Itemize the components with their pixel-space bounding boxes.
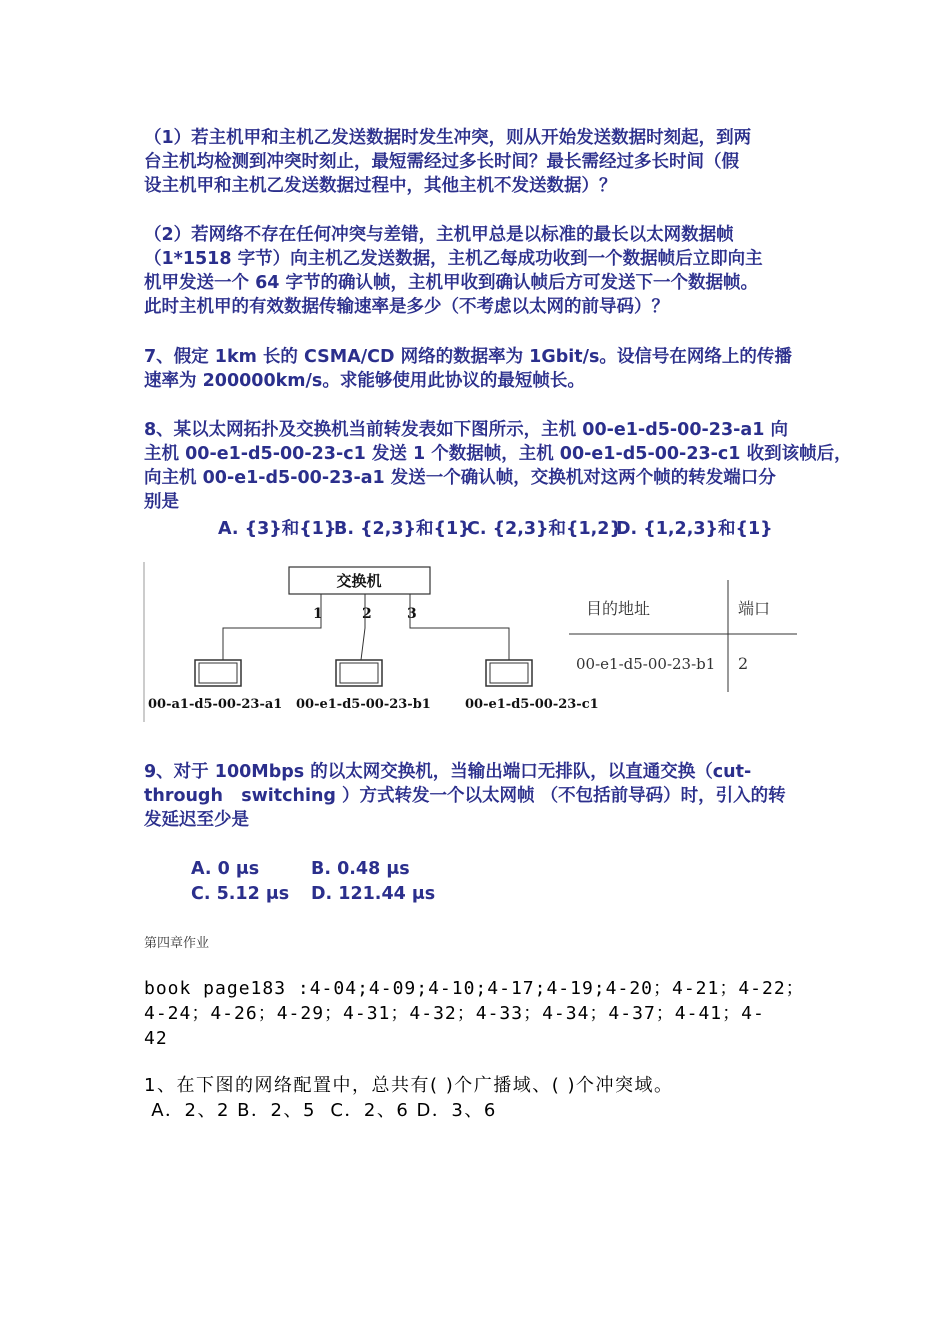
switch-label: 交换机 xyxy=(336,572,382,590)
host-label-b1: 00-e1-d5-00-23-b1 xyxy=(296,697,431,712)
question-1-part-2 xyxy=(144,223,814,319)
text-line: 发延迟至少是 xyxy=(144,810,249,830)
book-assignment xyxy=(144,976,804,1051)
text-line: 机甲发送一个 64 字节的确认帧，主机甲收到确认帧后方可发送下一个数据帧。 xyxy=(144,273,759,293)
chapter4-question-1 xyxy=(144,1073,814,1123)
host-a1-icon xyxy=(195,660,241,686)
text-line: （1）若主机甲和主机乙发送数据时发生冲突，则从开始发送数据时刻起，到两 xyxy=(144,128,752,148)
option-d: D. 121.44 μs xyxy=(311,884,436,904)
host-c1-icon xyxy=(486,660,532,686)
text-line: 7、假定 1km 长的 CSMA/CD 网络的数据率为 1Gbit/s。设信号在网络上的传播 xyxy=(144,347,792,367)
option-c: C. 5.12 μs xyxy=(191,884,290,904)
table-cell-port: 2 xyxy=(738,654,749,673)
option-c: C. {2,3}和{1,2} xyxy=(467,519,622,539)
text-line: （1*1518 字节）向主机乙发送数据，主机乙每成功收到一个数据帧后立即向主 xyxy=(144,249,763,269)
cable-port-1 xyxy=(223,594,321,660)
text-line: 1、在下图的网络配置中，总共有( )个广播域、( )个冲突域。 xyxy=(144,1075,674,1096)
option-b: B. {2,3}和{1} xyxy=(334,519,471,539)
text-line: （2）若网络不存在任何冲突与差错，主机甲总是以标准的最长以太网数据帧 xyxy=(144,225,734,245)
option-a: A. 0 μs xyxy=(191,859,260,879)
text-line: 此时主机甲的有效数据传输速率是多少（不考虑以太网的前导码）？ xyxy=(144,297,669,317)
host-label-c1: 00-e1-d5-00-23-c1 xyxy=(465,697,599,712)
text-line: 向主机 00-e1-d5-00-23-a1 发送一个确认帧，交换机对这两个帧的转发端口分 xyxy=(144,468,776,488)
host-b1-icon xyxy=(336,660,382,686)
text-line: 4-24；4-26；4-29；4-31；4-32；4-33；4-34；4-37；4-41；4- xyxy=(144,1003,765,1024)
text-line: A．2、2 B．2、5 C．2、6 D．3、6 xyxy=(144,1100,497,1121)
port-label-2: 2 xyxy=(362,606,372,622)
text-line: book page183 :4-04;4-09;4-10;4-17;4-19;4-20；4-21；4-22； xyxy=(144,978,805,999)
text-line: 8、某以太网拓扑及交换机当前转发表如下图所示，主机 00-e1-d5-00-23-a1 向 xyxy=(144,420,788,440)
text-line: 速率为 200000km/s。求能够使用此协议的最短帧长。 xyxy=(144,371,585,391)
cable-port-3 xyxy=(410,594,509,660)
question-7 xyxy=(144,345,814,393)
question-9 xyxy=(144,760,814,832)
forwarding-table xyxy=(568,580,800,692)
text-line: through switching ）方式转发一个以太网帧 （不包括前导码）时，引入的转 xyxy=(144,786,786,806)
option-d: D. {1,2,3}和{1} xyxy=(616,519,773,539)
cable-port-2 xyxy=(361,594,365,660)
table-header-address: 目的地址 xyxy=(586,599,651,618)
text-line: 台主机均检测到冲突时刻止，最短需经过多长时间？最长需经过多长时间（假 xyxy=(144,152,739,172)
option-a: A. {3}和{1} xyxy=(218,519,337,539)
text-line: 别是 xyxy=(144,492,179,512)
question-1-part-1 xyxy=(144,126,814,198)
chapter-heading: 第四章作业 xyxy=(144,936,210,951)
option-b: B. 0.48 μs xyxy=(311,859,410,879)
table-cell-address: 00-e1-d5-00-23-b1 xyxy=(576,655,716,673)
text-line: 42 xyxy=(144,1028,168,1049)
host-label-a1: 00-a1-d5-00-23-a1 xyxy=(148,697,283,712)
port-label-1: 1 xyxy=(313,606,323,622)
table-header-port: 端口 xyxy=(738,599,771,618)
text-line: 设主机甲和主机乙发送数据过程中，其他主机不发送数据）？ xyxy=(144,176,617,196)
question-8 xyxy=(144,418,852,514)
port-label-3: 3 xyxy=(407,606,417,622)
text-line: 主机 00-e1-d5-00-23-c1 发送 1 个数据帧，主机 00-e1-d5-00-23-c1 收到该帧后， xyxy=(144,444,852,464)
text-line: 9、对于 100Mbps 的以太网交换机，当输出端口无排队，以直通交换（cut- xyxy=(144,762,752,782)
